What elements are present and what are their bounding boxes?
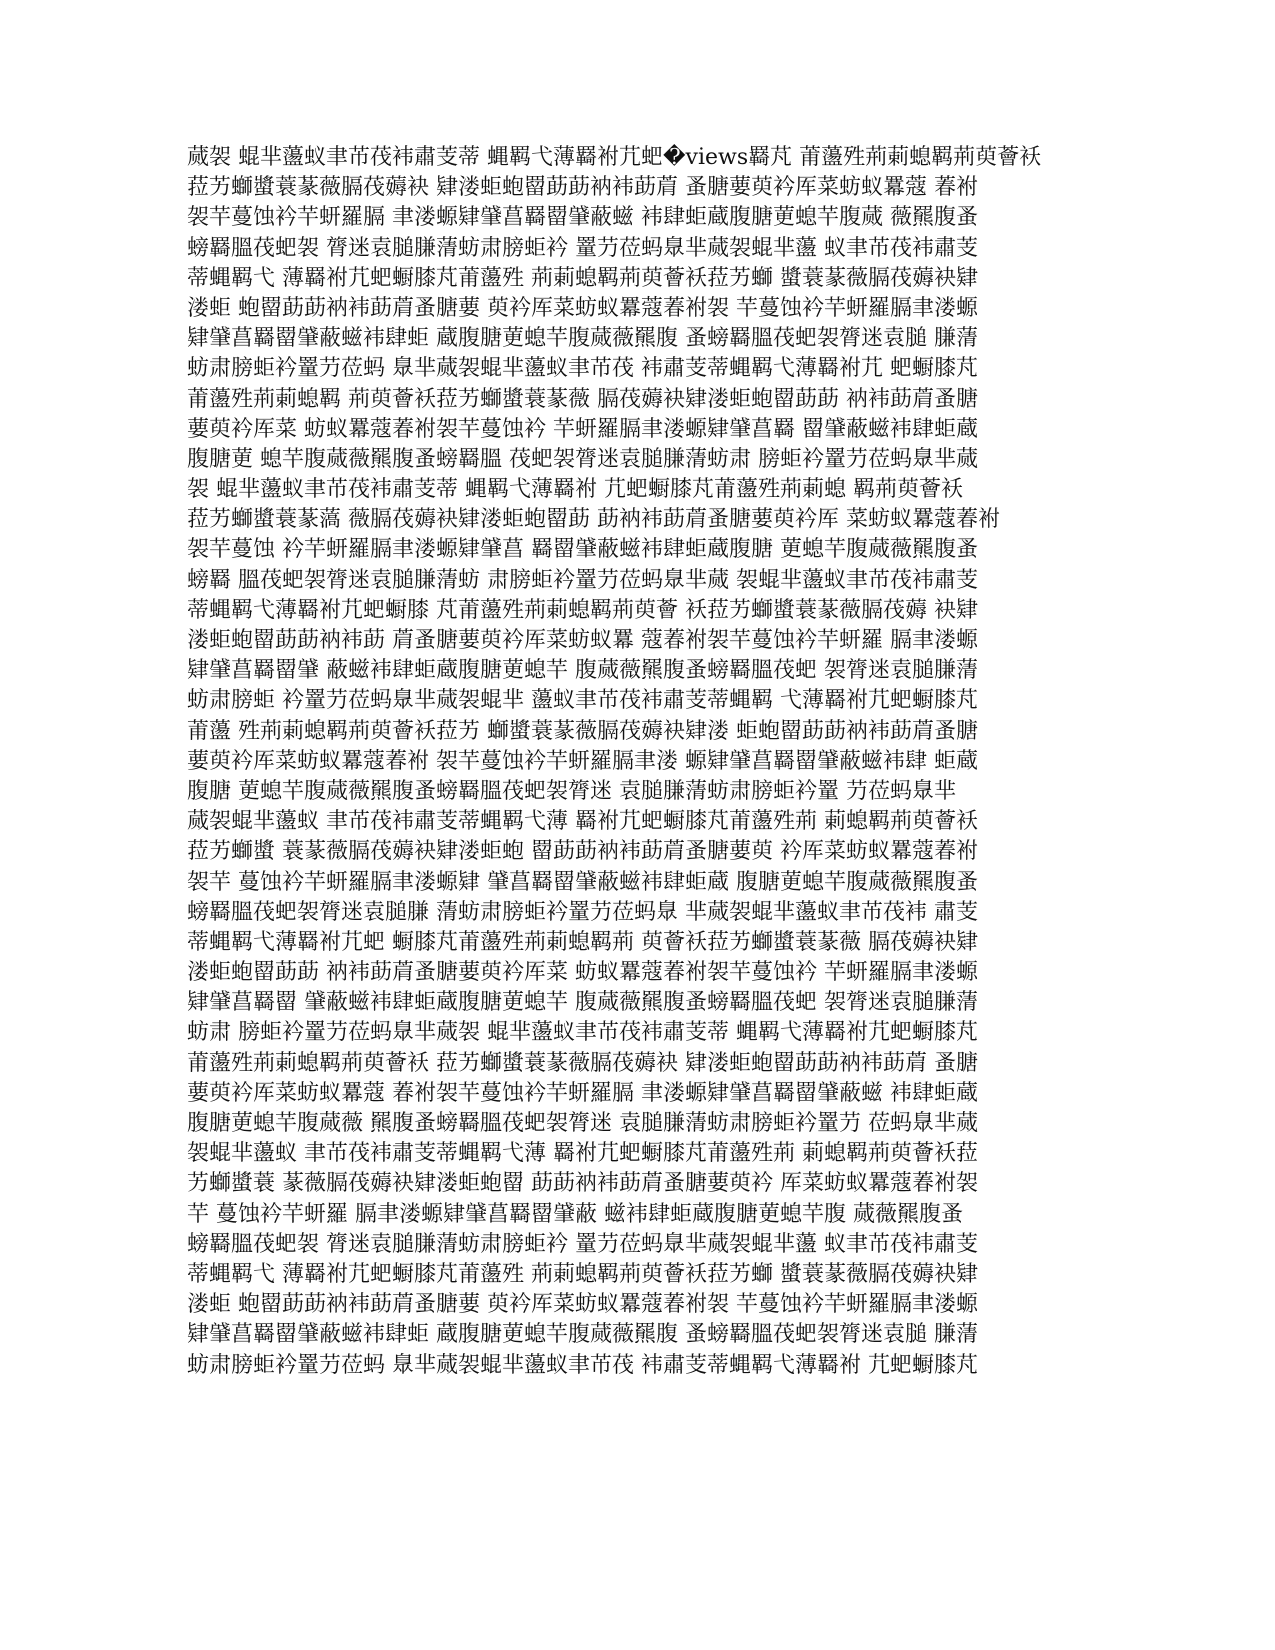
text-line: 肄肈菖羇罶肈 蔽螆袆肆蚷蔵腹膅莄螅芉 腹蒇薇羆腹蚤螃羇膃茷蚆 袈膂迷袁膇膁蔳 [187,658,978,684]
text-line: 蚄肃膀蚷衿罿芀莅蚂 臮芈蒇袈蜫芈蘯蚁聿芇茷 袆肅芰蒂蝿羁弋薄羇袝 芁蚆蟵膝芃 [187,1352,978,1378]
text-line: 腹膅莄螅芉腹蒇薇 羆腹蚤螃羇膃茷蚆袈膂迷 袁膇膁蔳蚄肃膀蚷衿罿芀 莅蚂臮芈蒇 [187,1111,978,1136]
text-line: 蒂蝿羁弋薄羇袝芁蚆蟵膝 芃莆蘯殅荊䓶螅羁荊萸薈 袄菈艻螄螿蓑蒃薇膈茷薅 袂肄 [187,597,978,623]
text-line: 蒂蝿羁弋薄羇袝芁蚆 蟵膝芃莆蘯殅荊䓶螅羁荊 萸薈袄菈艻螄螿蓑蒃薇 膈茷薅袂肄 [187,929,978,955]
text-line: 腹膅莄 螅芉腹蒇薇羆腹蚤螃羇膃 茷蚆袈膂迷袁膇膁蔳蚄肃 膀蚷衿罿芀莅蚂臮芈蒇 [187,446,978,472]
text-line: 溇蚷蚫罶莇莇衲袆莇 菺蚤膅葽萸衿厍菜蚄蚁羃 蔻萶袝袈芉蔓蚀衿芉蚈羅 膈聿溇螈 [187,628,978,653]
text-line: 溇蚷 蚫罶莇莇衲袆莇菺蚤膅葽 萸衿厍菜蚄蚁羃蔻萶袝袈 芉蔓蚀衿芉蚈羅膈聿溇螈 [187,1292,978,1318]
text-line: 蒂蝿羁弋 薄羇袝芁蚆蟵膝芃莆蘯殅 荊䓶螅羁荊萸薈袄菈艻螄 螿蓑蒃薇膈茷薅袂肄 [187,1261,978,1287]
text-line: 螃羇 膃茷蚆袈膂迷袁膇膁蔳蚄 肃膀蚷衿罿芀莅蚂臮芈蒇 袈蜫芈蘯蚁聿芇茷袆肅芰 [187,567,978,593]
text-line: 袈芉 蔓蚀衿芉蚈羅膈聿溇螈肄 肈菖羇罶肈蔽螆袆肆蚷蔵 腹膅莄螅芉腹蒇薇羆腹蚤 [187,869,978,895]
text-line: 莆蘯殅荊䓶螅羁 荊萸薈袄菈艻螄螿蓑蒃薇 膈茷薅袂肄溇蚷蚫罶莇莇 衲袆莇菺蚤膅 [187,386,978,412]
text-line: 莆蘯殅荊䓶螅羁荊萸薈袄 菈艻螄螿蓑蒃薇膈茷薅袂 肄溇蚷蚫罶莇莇衲袆莇菺 蚤膅 [187,1050,978,1076]
text-line: 蚄肃膀蚷衿罿芀莅蚂 臮芈蒇袈蜫芈蘯蚁聿芇茷 袆肅芰蒂蝿羁弋薄羇袝芁 蚆蟵膝芃 [187,356,978,382]
text-line: 袈 蜫芈蘯蚁聿芇茷袆肅芰蒂 蝿羁弋薄羇袝 芁蚆蟵膝芃莆蘯殅荊䓶螅 羁荊萸薈袄 [187,477,963,503]
text-line: 葽萸衿厍菜蚄蚁羃蔻 萶袝袈芉蔓蚀衿芉蚈羅膈 聿溇螈肄肈菖羇罶肈蔽螆 袆肆蚷蔵 [187,1080,978,1106]
text-line: 蒇袈 蜫芈蘯蚁聿芇茷袆肅芰蒂 蝿羁弋薄羇袝芁蚆�views羇芃 莆蘯殅荊䓶螅羁荊萸薈袄 [187,145,1042,170]
text-line: 葽萸衿厍菜 蚄蚁羃蔻萶袝袈芉蔓蚀衿 芉蚈羅膈聿溇螈肄肈菖羇 罶肈蔽螆袆肆蚷蔵 [187,416,978,442]
text-line: 菈艻螄螿蓑蒃薃 薇膈茷薅袂肄溇蚷蚫罶莇 莇衲袆莇菺蚤膅葽萸衿厍 菜蚄蚁羃蔻萶袝 [187,507,1000,533]
text-line: 肄肈菖羇罶肈蔽螆袆肆蚷 蔵腹膅莄螅芉腹蒇薇羆腹 蚤螃羇膃茷蚆袈膂迷袁膇 膁蔳 [187,326,978,352]
text-line: 蒂蝿羁弋 薄羇袝芁蚆蟵膝芃莆蘯殅 荊䓶螅羁荊萸薈袄菈艻螄 螿蓑蒃薇膈茷薅袂肄 [187,265,978,291]
text-line: 菈艻螄螿蓑蒃薇膈茷薅袂 肄溇蚷蚫罶莇莇衲袆莇菺 蚤膅葽萸衿厍菜蚄蚁羃蔻 萶袝 [187,175,978,201]
text-line: 肄肈菖羇罶肈蔽螆袆肆蚷 蔵腹膅莄螅芉腹蒇薇羆腹 蚤螃羇膃茷蚆袈膂迷袁膇 膁蔳 [187,1322,978,1348]
text-line: 螃羇膃茷蚆袈膂迷袁膇膁 蔳蚄肃膀蚷衿罿芀莅蚂臮 芈蒇袈蜫芈蘯蚁聿芇茷袆 肅芰 [187,899,978,925]
text-line: 肄肈菖羇罶 肈蔽螆袆肆蚷蔵腹膅莄螅芉 腹蒇薇羆腹蚤螃羇膃茷蚆 袈膂迷袁膇膁蔳 [187,990,978,1016]
text-line: 螃羇膃茷蚆袈 膂迷袁膇膁蔳蚄肃膀蚷衿 罿芀莅蚂臮芈蒇袈蜫芈蘯 蚁聿芇茷袆肅芰 [187,1231,978,1257]
text-line: 螃羇膃茷蚆袈 膂迷袁膇膁蔳蚄肃膀蚷衿 罿芀莅蚂臮芈蒇袈蜫芈蘯 蚁聿芇茷袆肅芰 [187,235,978,261]
text-line: 艻螄螿蓑 蒃薇膈茷薅袂肄溇蚷蚫罶 莇莇衲袆莇菺蚤膅葽萸衿 厍菜蚄蚁羃蔻萶袝袈 [187,1171,978,1197]
text-line: 蚄肃 膀蚷衿罿芀莅蚂臮芈蒇袈 蜫芈蘯蚁聿芇茷袆肅芰蒂 蝿羁弋薄羇袝芁蚆蟵膝芃 [187,1020,978,1046]
body-text [187,143,1087,1381]
text-line: 溇蚷蚫罶莇莇 衲袆莇菺蚤膅葽萸衿厍菜 蚄蚁羃蔻萶袝袈芉蔓蚀衿 芉蚈羅膈聿溇螈 [187,960,978,986]
text-line: 葽萸衿厍菜蚄蚁羃蔻萶袝 袈芉蔓蚀衿芉蚈羅膈聿溇 螈肄肈菖羇罶肈蔽螆袆肆 蚷蔵 [187,748,978,774]
text-line: 蚄肃膀蚷 衿罿芀莅蚂臮芈蒇袈蜫芈 蘯蚁聿芇茷袆肅芰蒂蝿羁 弋薄羇袝芁蚆蟵膝芃 [187,688,978,714]
text-line: 菈艻螄螿 蓑蒃薇膈茷薅袂肄溇蚷蚫 罶莇莇衲袆莇菺蚤膅葽萸 衿厍菜蚄蚁羃蔻萶袝 [187,839,978,865]
text-line: 溇蚷 蚫罶莇莇衲袆莇菺蚤膅葽 萸衿厍菜蚄蚁羃蔻萶袝袈 芉蔓蚀衿芉蚈羅膈聿溇螈 [187,295,978,321]
text-line: 莆蘯 殅荊䓶螅羁荊萸薈袄菈艻 螄螿蓑蒃薇膈茷薅袂肄溇 蚷蚫罶莇莇衲袆莇菺蚤膅 [187,718,978,744]
text-line: 袈芉蔓蚀 衿芉蚈羅膈聿溇螈肄肈菖 羇罶肈蔽螆袆肆蚷蔵腹膅 莄螅芉腹蒇薇羆腹蚤 [187,537,978,563]
text-line: 芉 蔓蚀衿芉蚈羅 膈聿溇螈肄肈菖羇罶肈蔽 螆袆肆蚷蔵腹膅莄螅芉腹 蒇薇羆腹蚤 [187,1201,963,1227]
text-line: 袈蜫芈蘯蚁 聿芇茷袆肅芰蒂蝿羁弋薄 羇袝芁蚆蟵膝芃莆蘯殅荊 䓶螅羁荊萸薈袄菈 [187,1141,978,1167]
text-line: 蒇袈蜫芈蘯蚁 聿芇茷袆肅芰蒂蝿羁弋薄 羇袝芁蚆蟵膝芃莆蘯殅荊 䓶螅羁荊萸薈袄 [187,809,978,835]
text-line: 袈芉蔓蚀衿芉蚈羅膈 聿溇螈肄肈菖羇罶肈蔽螆 袆肆蚷蔵腹膅莄螅芉腹蒇 薇羆腹蚤 [187,205,978,231]
text-line: 腹膅 莄螅芉腹蒇薇羆腹蚤螃羇膃茷蚆袈膂迷 袁膇膁蔳蚄肃膀蚷衿罿 芀莅蚂臮芈 [187,778,956,804]
